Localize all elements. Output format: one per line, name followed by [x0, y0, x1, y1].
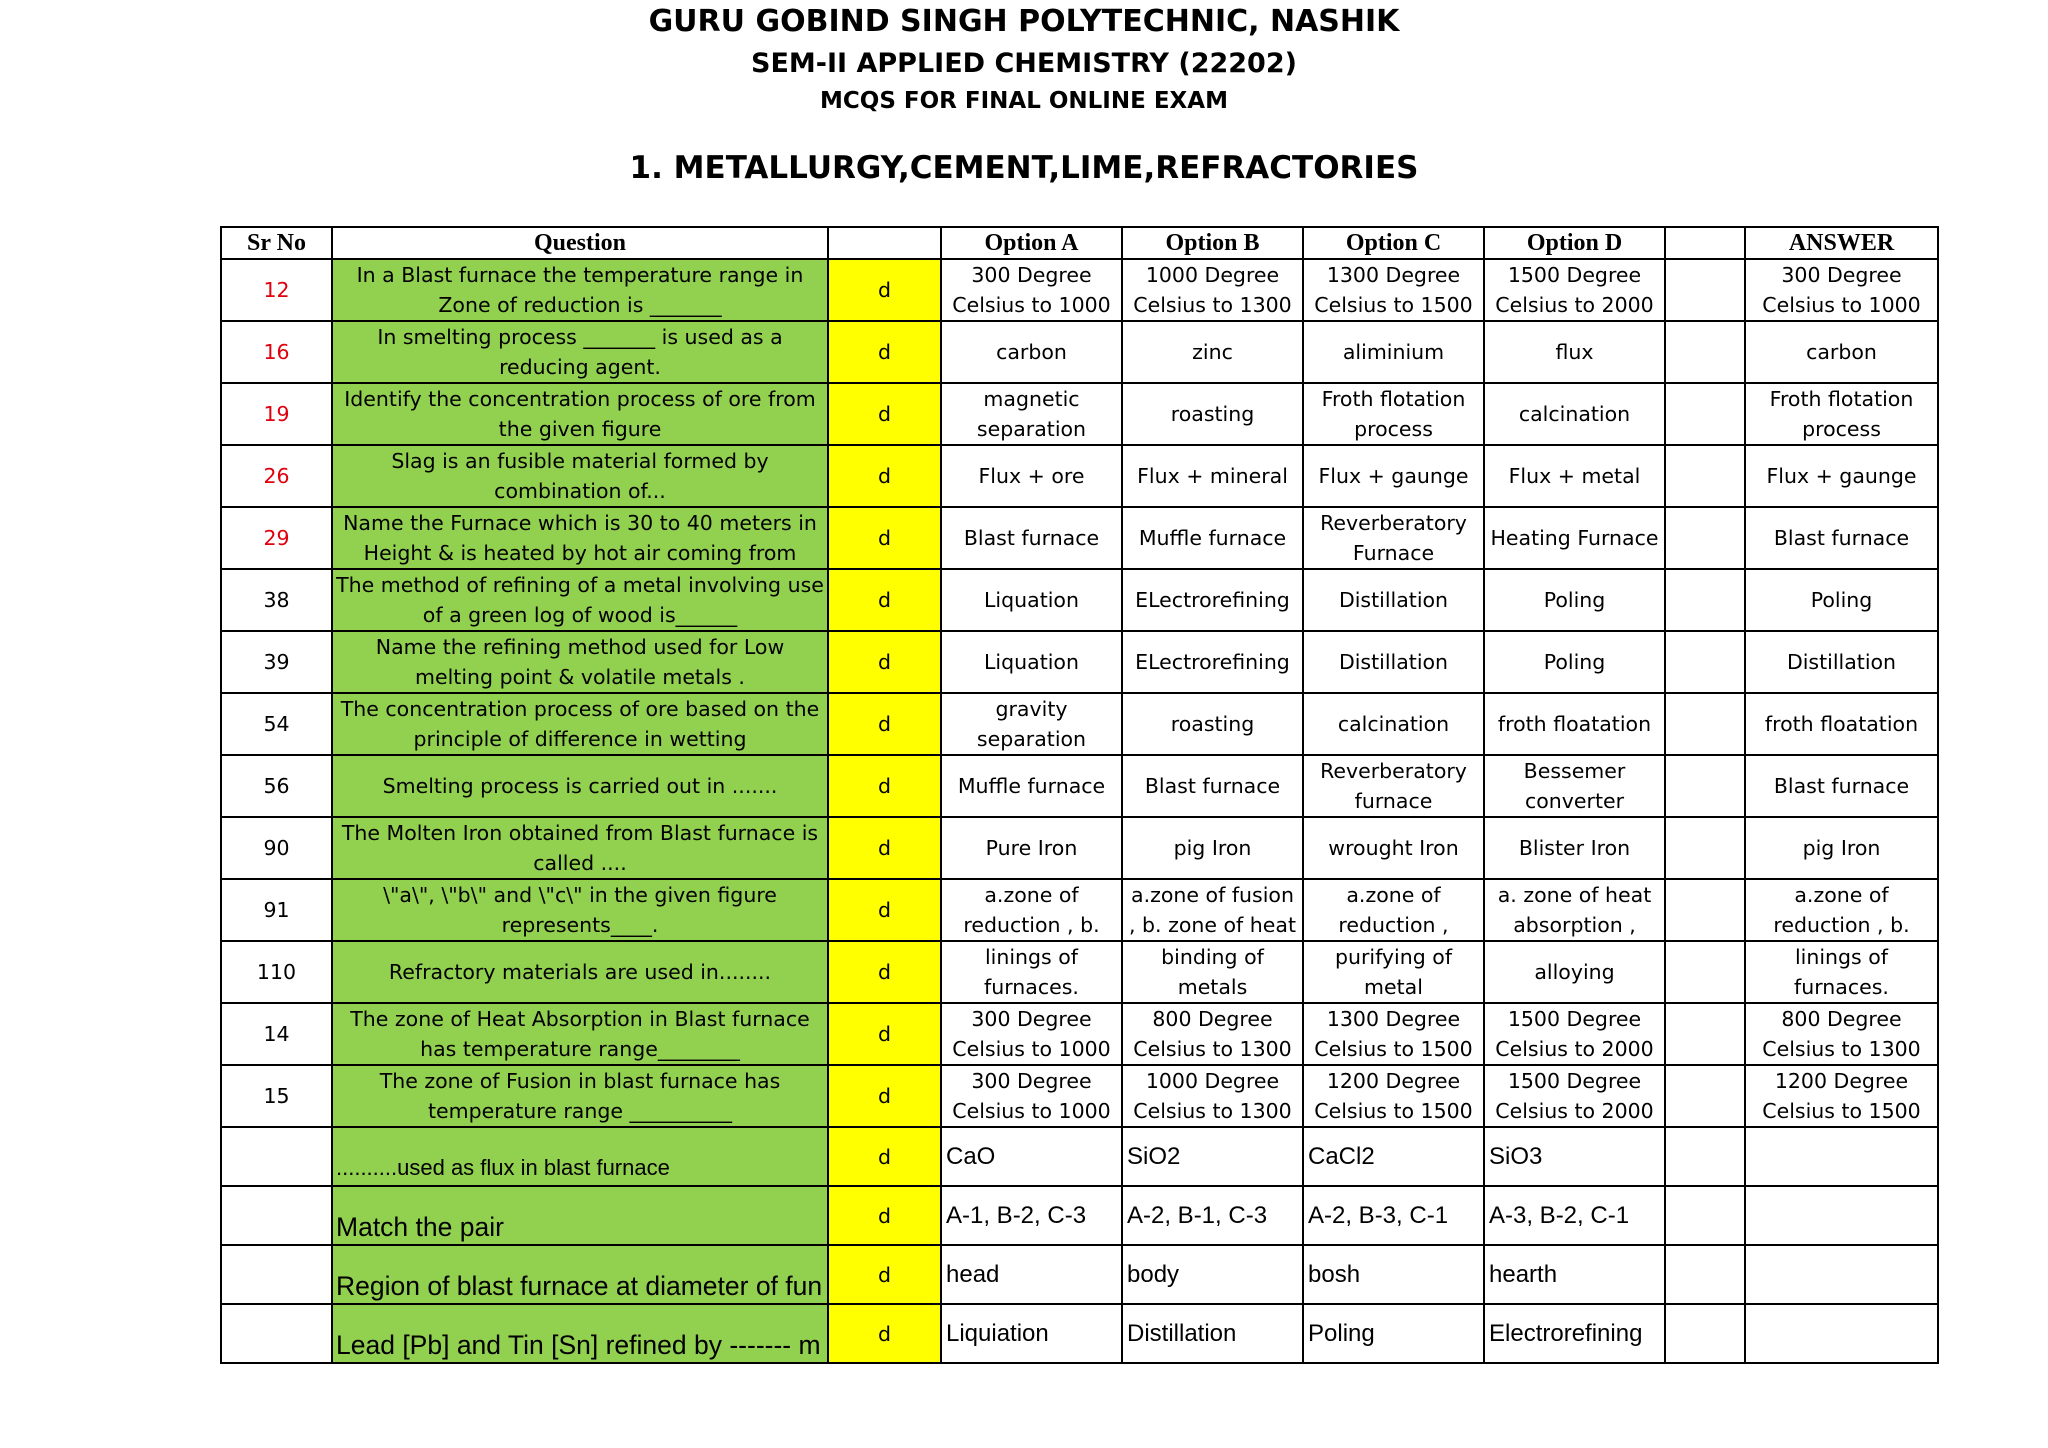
option-b-cell-text: roasting — [1170, 402, 1255, 426]
sr-number-cell: 29 — [221, 507, 332, 569]
table-row — [221, 817, 1938, 879]
option-d-cell-text: alloying — [1534, 960, 1615, 984]
answer-cell-text: Poling — [1810, 588, 1873, 612]
option-a-cell — [941, 383, 1122, 445]
question-cell: Region of blast furnace at diameter of fun — [332, 1245, 828, 1304]
option-c-cell-text: calcination — [1337, 712, 1450, 736]
option-d-cell — [1484, 507, 1665, 569]
question-cell-text: In a Blast furnace the temperature range in Zone of reduction is _______ — [356, 263, 804, 317]
option-a-cell-text: magnetic separation — [976, 387, 1087, 441]
option-b-cell — [1122, 1065, 1303, 1127]
answer-cell-text: carbon — [1806, 340, 1877, 364]
option-b-cell — [1122, 569, 1303, 631]
key-cell: d — [828, 1065, 941, 1127]
option-c-cell-text: Froth flotation process — [1321, 387, 1466, 441]
key-cell: d — [828, 1127, 941, 1186]
answer-cell-text: linings of furnaces. — [1794, 945, 1889, 999]
key-cell: d — [828, 507, 941, 569]
blank-cell — [1665, 1065, 1745, 1127]
option-d-cell — [1484, 259, 1665, 321]
sr-number-cell: 110 — [221, 941, 332, 1003]
table-row — [221, 1186, 1938, 1245]
answer-cell-text: froth floatation — [1764, 712, 1919, 736]
table-header-row — [221, 227, 1938, 259]
blank-cell — [1665, 445, 1745, 507]
option-d-cell — [1484, 693, 1665, 755]
option-c-cell-text: 1200 Degree Celsius to 1500 — [1314, 1069, 1473, 1123]
option-d-cell — [1484, 941, 1665, 1003]
option-b-cell-text: 1000 Degree Celsius to 1300 — [1133, 1069, 1292, 1123]
table-row — [221, 507, 1938, 569]
question-cell-text: The concentration process of ore based on the principle of difference in wetting — [340, 697, 820, 751]
table-row — [221, 383, 1938, 445]
option-c-cell-text: Distillation — [1338, 588, 1449, 612]
option-b-cell — [1122, 1003, 1303, 1065]
option-a-cell — [941, 1065, 1122, 1127]
option-b-cell-text: 800 Degree Celsius to 1300 — [1133, 1007, 1292, 1061]
question-cell: Match the pair — [332, 1186, 828, 1245]
table-row — [221, 1304, 1938, 1363]
key-cell: d — [828, 1003, 941, 1065]
option-d-cell — [1484, 569, 1665, 631]
option-d-cell-text: Poling — [1543, 650, 1606, 674]
question-cell — [332, 631, 828, 693]
option-c-cell: Poling — [1303, 1304, 1484, 1363]
answer-cell — [1745, 259, 1938, 321]
blank-cell — [1665, 259, 1745, 321]
option-a-cell — [941, 693, 1122, 755]
option-a-cell — [941, 755, 1122, 817]
option-c-cell: A-2, B-3, C-1 — [1303, 1186, 1484, 1245]
option-d-cell: hearth — [1484, 1245, 1665, 1304]
blank-cell — [1665, 631, 1745, 693]
option-c-cell — [1303, 569, 1484, 631]
option-b-cell-text: Muffle furnace — [1138, 526, 1287, 550]
question-cell-text: Refractory materials are used in........ — [388, 960, 772, 984]
answer-cell — [1745, 817, 1938, 879]
option-b-cell-text: binding of metals — [1161, 945, 1264, 999]
option-b-cell: body — [1122, 1245, 1303, 1304]
question-cell — [332, 507, 828, 569]
table-row — [221, 693, 1938, 755]
blank-cell — [1665, 817, 1745, 879]
option-d-cell-text: 1500 Degree Celsius to 2000 — [1495, 1069, 1654, 1123]
key-cell: d — [828, 259, 941, 321]
option-c-cell — [1303, 321, 1484, 383]
question-cell-text: The zone of Fusion in blast furnace has temperature range __________ — [379, 1069, 781, 1123]
sr-number-cell: 56 — [221, 755, 332, 817]
option-c-cell — [1303, 445, 1484, 507]
option-d-cell — [1484, 755, 1665, 817]
sr-number-cell — [221, 1245, 332, 1304]
question-cell — [332, 569, 828, 631]
option-d-cell — [1484, 445, 1665, 507]
option-c-cell — [1303, 879, 1484, 941]
question-cell — [332, 383, 828, 445]
question-cell-text: Smelting process is carried out in ....... — [382, 774, 778, 798]
question-cell — [332, 693, 828, 755]
question-cell-text: The method of refining of a metal involving use of a green log of wood is______ — [336, 573, 824, 627]
sr-number-cell: 19 — [221, 383, 332, 445]
answer-cell — [1745, 445, 1938, 507]
option-b-cell — [1122, 259, 1303, 321]
question-cell-text: Slag is an fusible material formed by combination of... — [391, 449, 769, 503]
chapter-title: 1. METALLURGY,CEMENT,LIME,REFRACTORIES — [629, 150, 1419, 186]
answer-cell — [1745, 1245, 1938, 1304]
sr-number-cell — [221, 1127, 332, 1186]
key-cell: d — [828, 693, 941, 755]
answer-cell — [1745, 631, 1938, 693]
col-header-option-a: Option A — [941, 227, 1122, 259]
blank-cell — [1665, 1304, 1745, 1363]
option-c-cell — [1303, 259, 1484, 321]
sr-number-cell: 39 — [221, 631, 332, 693]
key-cell: d — [828, 321, 941, 383]
blank-cell — [1665, 879, 1745, 941]
option-c-cell-text: purifying of metal — [1334, 945, 1453, 999]
table-row — [221, 941, 1938, 1003]
blank-cell — [1665, 693, 1745, 755]
answer-cell-text: a.zone of reduction , b. — [1773, 883, 1910, 937]
sr-number-cell — [221, 1186, 332, 1245]
option-a-cell-text: 300 Degree Celsius to 1000 — [952, 263, 1111, 317]
answer-cell-text: 800 Degree Celsius to 1300 — [1762, 1007, 1921, 1061]
key-cell: d — [828, 879, 941, 941]
question-cell — [332, 941, 828, 1003]
option-a-cell: Liquiation — [941, 1304, 1122, 1363]
answer-cell-text: 300 Degree Celsius to 1000 — [1762, 263, 1921, 317]
blank-cell — [1665, 569, 1745, 631]
option-b-cell — [1122, 693, 1303, 755]
col-header-option-d: Option D — [1484, 227, 1665, 259]
table-row — [221, 1127, 1938, 1186]
option-a-cell-text: Flux + ore — [978, 464, 1085, 488]
question-cell — [332, 1003, 828, 1065]
question-cell — [332, 879, 828, 941]
option-c-cell: CaCl2 — [1303, 1127, 1484, 1186]
question-cell — [332, 321, 828, 383]
option-d-cell-text: Bessemer converter — [1523, 759, 1626, 813]
sr-number-cell: 90 — [221, 817, 332, 879]
blank-cell — [1665, 1127, 1745, 1186]
option-d-cell — [1484, 879, 1665, 941]
option-d-cell — [1484, 383, 1665, 445]
option-d-cell-text: calcination — [1518, 402, 1631, 426]
option-d-cell-text: 1500 Degree Celsius to 2000 — [1495, 263, 1654, 317]
option-b-cell — [1122, 631, 1303, 693]
answer-cell — [1745, 693, 1938, 755]
option-a-cell-text: Muffle furnace — [957, 774, 1106, 798]
sr-number-cell: 16 — [221, 321, 332, 383]
answer-cell-text: Blast furnace — [1773, 774, 1910, 798]
option-b-cell-text: Flux + mineral — [1137, 464, 1288, 488]
blank-cell — [1665, 1245, 1745, 1304]
option-c-cell — [1303, 507, 1484, 569]
table-row — [221, 1065, 1938, 1127]
option-b-cell — [1122, 817, 1303, 879]
col-header-blank-2 — [1665, 227, 1745, 259]
key-cell: d — [828, 445, 941, 507]
blank-cell — [1665, 755, 1745, 817]
option-b-cell: A-2, B-1, C-3 — [1122, 1186, 1303, 1245]
question-cell — [332, 445, 828, 507]
table-row — [221, 631, 1938, 693]
option-b-cell-text: zinc — [1192, 340, 1233, 364]
option-d-cell-text: Heating Furnace — [1490, 526, 1659, 550]
table-row — [221, 879, 1938, 941]
option-c-cell-text: aliminium — [1342, 340, 1445, 364]
option-c-cell-text: a.zone of reduction , — [1338, 883, 1449, 937]
option-d-cell-text: 1500 Degree Celsius to 2000 — [1495, 1007, 1654, 1061]
sr-number-cell — [221, 1304, 332, 1363]
col-header-question: Question — [332, 227, 828, 259]
answer-cell — [1745, 1003, 1938, 1065]
answer-cell — [1745, 1065, 1938, 1127]
option-b-cell: Distillation — [1122, 1304, 1303, 1363]
option-a-cell — [941, 569, 1122, 631]
option-d-cell: SiO3 — [1484, 1127, 1665, 1186]
key-cell: d — [828, 1304, 941, 1363]
option-d-cell — [1484, 631, 1665, 693]
option-a-cell — [941, 445, 1122, 507]
option-c-cell — [1303, 693, 1484, 755]
sr-number-cell: 26 — [221, 445, 332, 507]
option-c-cell — [1303, 1065, 1484, 1127]
blank-cell — [1665, 941, 1745, 1003]
option-b-cell-text: ELectrorefining — [1135, 588, 1290, 612]
option-a-cell — [941, 259, 1122, 321]
answer-cell — [1745, 755, 1938, 817]
key-cell: d — [828, 631, 941, 693]
table-row — [221, 445, 1938, 507]
blank-cell — [1665, 507, 1745, 569]
option-b-cell-text: pig Iron — [1173, 836, 1252, 860]
option-a-cell-text: 300 Degree Celsius to 1000 — [952, 1007, 1111, 1061]
option-b-cell — [1122, 383, 1303, 445]
sr-number-cell: 12 — [221, 259, 332, 321]
option-d-cell-text: froth floatation — [1497, 712, 1652, 736]
answer-cell-text: pig Iron — [1802, 836, 1881, 860]
option-d-cell — [1484, 1003, 1665, 1065]
answer-cell — [1745, 1304, 1938, 1363]
option-a-cell — [941, 941, 1122, 1003]
option-a-cell: head — [941, 1245, 1122, 1304]
option-a-cell-text: a.zone of reduction , b. — [963, 883, 1100, 937]
option-c-cell — [1303, 817, 1484, 879]
option-d-cell — [1484, 321, 1665, 383]
answer-cell — [1745, 941, 1938, 1003]
option-c-cell — [1303, 941, 1484, 1003]
option-a-cell — [941, 879, 1122, 941]
institute-title: GURU GOBIND SINGH POLYTECHNIC, NASHIK — [648, 4, 1400, 39]
option-a-cell-text: linings of furnaces. — [984, 945, 1079, 999]
option-c-cell-text: 1300 Degree Celsius to 1500 — [1314, 263, 1473, 317]
answer-cell-text: Distillation — [1786, 650, 1897, 674]
sr-number-cell: 38 — [221, 569, 332, 631]
option-c-cell: bosh — [1303, 1245, 1484, 1304]
option-a-cell-text: Blast furnace — [963, 526, 1100, 550]
answer-cell — [1745, 507, 1938, 569]
key-cell: d — [828, 1245, 941, 1304]
question-cell-text: The Molten Iron obtained from Blast furnace is called .... — [341, 821, 819, 875]
option-a-cell — [941, 321, 1122, 383]
option-b-cell — [1122, 445, 1303, 507]
option-d-cell-text: Poling — [1543, 588, 1606, 612]
option-d-cell-text: a. zone of heat absorption , — [1497, 883, 1652, 937]
option-a-cell: CaO — [941, 1127, 1122, 1186]
option-c-cell-text: Reverberatory furnace — [1320, 759, 1467, 813]
blank-cell — [1665, 1003, 1745, 1065]
question-cell — [332, 755, 828, 817]
option-b-cell — [1122, 755, 1303, 817]
question-cell: Lead [Pb] and Tin [Sn] refined by ------- m — [332, 1304, 828, 1363]
option-b-cell-text: 1000 Degree Celsius to 1300 — [1133, 263, 1292, 317]
key-cell: d — [828, 383, 941, 445]
question-cell-text: The zone of Heat Absorption in Blast furnace has temperature range________ — [350, 1007, 810, 1061]
question-cell-text: In smelting process _______ is used as a reducing agent. — [377, 325, 783, 379]
option-b-cell — [1122, 941, 1303, 1003]
question-cell-text: Name the Furnace which is 30 to 40 meters in Height & is heated by hot air coming from — [343, 511, 817, 565]
option-a-cell-text: Liquation — [984, 650, 1079, 674]
col-header-sr: Sr No — [221, 227, 332, 259]
question-cell — [332, 259, 828, 321]
option-c-cell — [1303, 631, 1484, 693]
option-a-cell — [941, 507, 1122, 569]
answer-cell — [1745, 383, 1938, 445]
question-cell: ..........used as flux in blast furnace — [332, 1127, 828, 1186]
question-cell — [332, 817, 828, 879]
table-row — [221, 1245, 1938, 1304]
sr-number-cell: 54 — [221, 693, 332, 755]
sr-number-cell: 91 — [221, 879, 332, 941]
answer-cell — [1745, 321, 1938, 383]
table-row — [221, 755, 1938, 817]
key-cell: d — [828, 941, 941, 1003]
option-b-cell: SiO2 — [1122, 1127, 1303, 1186]
blank-cell — [1665, 1186, 1745, 1245]
course-title: SEM-II APPLIED CHEMISTRY (22202) — [751, 48, 1297, 79]
option-a-cell-text: gravity separation — [976, 697, 1087, 751]
option-b-cell-text: roasting — [1170, 712, 1255, 736]
blank-cell — [1665, 383, 1745, 445]
option-d-cell-text: Blister Iron — [1518, 836, 1631, 860]
option-b-cell — [1122, 879, 1303, 941]
key-cell: d — [828, 569, 941, 631]
answer-cell-text: 1200 Degree Celsius to 1500 — [1762, 1069, 1921, 1123]
option-a-cell-text: Liquation — [984, 588, 1079, 612]
option-d-cell: Electrorefining — [1484, 1304, 1665, 1363]
answer-cell — [1745, 1186, 1938, 1245]
option-c-cell-text: Reverberatory Furnace — [1320, 511, 1467, 565]
answer-cell — [1745, 569, 1938, 631]
option-c-cell — [1303, 383, 1484, 445]
option-b-cell-text: ELectrorefining — [1135, 650, 1290, 674]
option-c-cell-text: 1300 Degree Celsius to 1500 — [1314, 1007, 1473, 1061]
table-row — [221, 321, 1938, 383]
question-cell-text: \"a\", \"b\" and \"c\" in the given figure represents____. — [383, 883, 777, 937]
option-a-cell-text: 300 Degree Celsius to 1000 — [952, 1069, 1111, 1123]
option-a-cell-text: carbon — [996, 340, 1067, 364]
option-c-cell — [1303, 1003, 1484, 1065]
option-a-cell — [941, 1003, 1122, 1065]
option-d-cell: A-3, B-2, C-1 — [1484, 1186, 1665, 1245]
answer-cell — [1745, 1127, 1938, 1186]
option-b-cell — [1122, 507, 1303, 569]
question-cell-text: Name the refining method used for Low melting point & volatile metals . — [375, 635, 785, 689]
question-cell — [332, 1065, 828, 1127]
option-a-cell — [941, 631, 1122, 693]
option-a-cell-text: Pure Iron — [985, 836, 1078, 860]
blank-cell — [1665, 321, 1745, 383]
col-header-blank — [828, 227, 941, 259]
option-c-cell — [1303, 755, 1484, 817]
key-cell: d — [828, 1186, 941, 1245]
question-cell-text: Identify the concentration process of ore from the given figure — [344, 387, 816, 441]
answer-cell-text: Blast furnace — [1773, 526, 1910, 550]
key-cell: d — [828, 755, 941, 817]
col-header-option-b: Option B — [1122, 227, 1303, 259]
mcq-table — [220, 226, 1939, 1364]
table-row — [221, 1003, 1938, 1065]
col-header-answer: ANSWER — [1745, 227, 1938, 259]
answer-cell-text: Flux + gaunge — [1766, 464, 1917, 488]
sr-number-cell: 14 — [221, 1003, 332, 1065]
option-c-cell-text: Distillation — [1338, 650, 1449, 674]
col-header-option-c: Option C — [1303, 227, 1484, 259]
table-row — [221, 569, 1938, 631]
answer-cell — [1745, 879, 1938, 941]
mcq-table-body — [221, 259, 1938, 1363]
sr-number-cell: 15 — [221, 1065, 332, 1127]
option-a-cell: A-1, B-2, C-3 — [941, 1186, 1122, 1245]
answer-cell-text: Froth flotation process — [1769, 387, 1914, 441]
exam-title: MCQS FOR FINAL ONLINE EXAM — [820, 88, 1228, 114]
key-cell: d — [828, 817, 941, 879]
option-a-cell — [941, 817, 1122, 879]
option-d-cell — [1484, 1065, 1665, 1127]
option-c-cell-text: Flux + gaunge — [1318, 464, 1469, 488]
option-b-cell-text: Blast furnace — [1144, 774, 1281, 798]
option-b-cell-text: a.zone of fusion , b. zone of heat — [1129, 883, 1296, 937]
option-c-cell-text: wrought Iron — [1328, 836, 1459, 860]
option-b-cell — [1122, 321, 1303, 383]
option-d-cell — [1484, 817, 1665, 879]
option-d-cell-text: flux — [1555, 340, 1594, 364]
table-row — [221, 259, 1938, 321]
option-d-cell-text: Flux + metal — [1508, 464, 1641, 488]
